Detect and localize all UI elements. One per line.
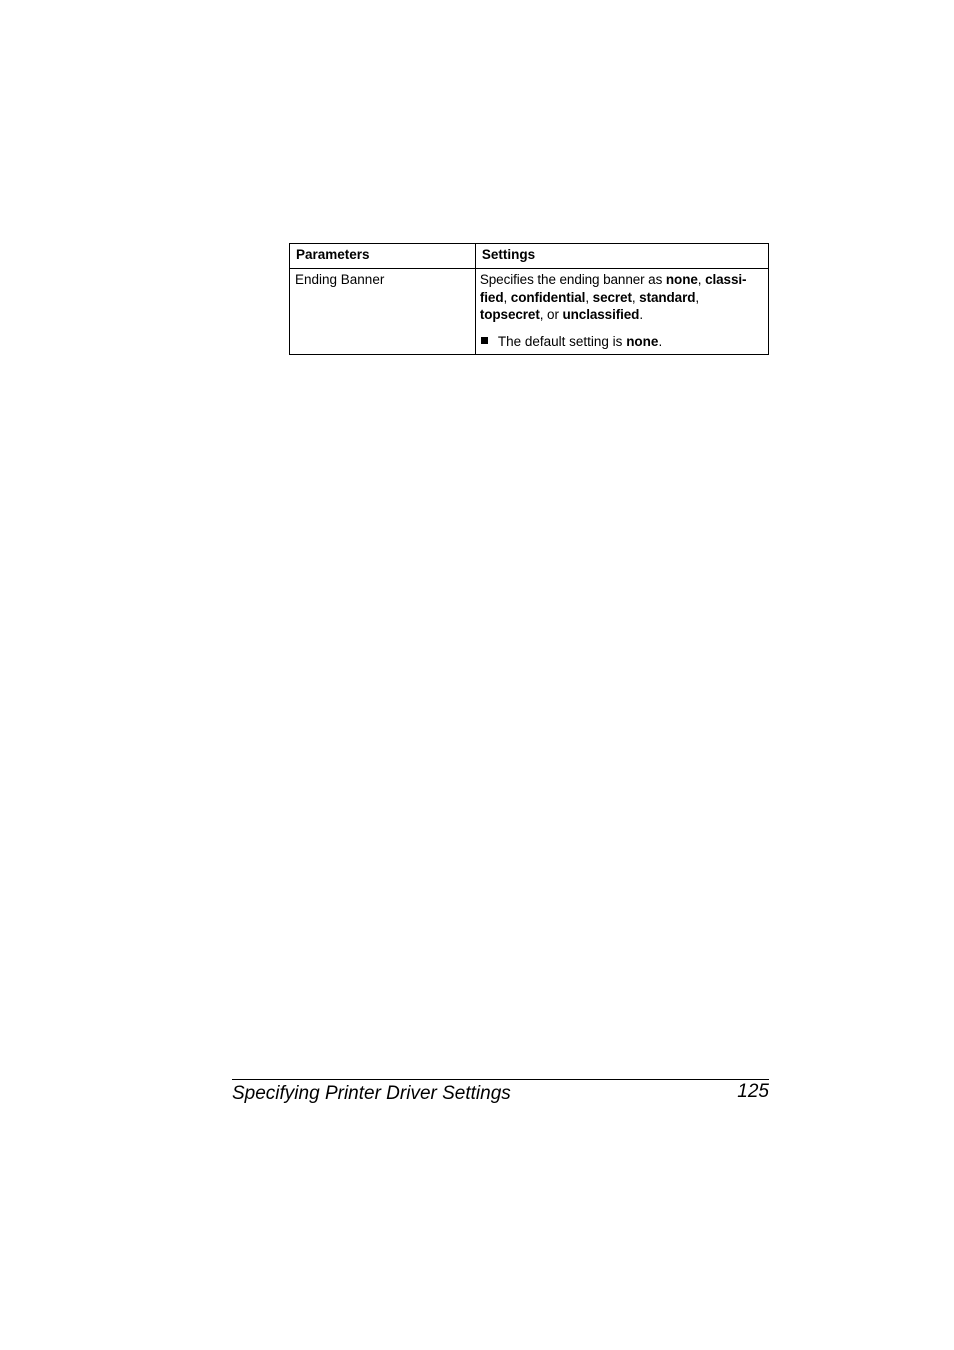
separator: , or: [539, 307, 563, 322]
option-classified: classi-fied: [479, 272, 747, 305]
separator: ,: [697, 272, 706, 287]
settings-cell: [475, 269, 768, 355]
option-secret: secret: [592, 289, 632, 305]
separator: ,: [631, 289, 640, 305]
option-standard: standard: [639, 289, 696, 305]
option-topsecret: topsecret: [479, 307, 540, 322]
table-row: [290, 269, 769, 355]
separator: ,: [695, 289, 700, 305]
description-end: .: [639, 307, 643, 322]
description-intro: Specifies the ending banner as: [479, 272, 666, 287]
default-value: none: [626, 333, 659, 349]
default-setting-note: [480, 333, 766, 351]
option-confidential: confidential: [510, 289, 586, 305]
footer-title: Specifying Printer Driver Settings: [232, 1083, 511, 1104]
parameter-name: Ending Banner: [290, 269, 476, 355]
option-none: none: [665, 272, 698, 287]
default-note-prefix: The default setting is: [497, 333, 627, 349]
option-unclassified: unclassified: [562, 307, 640, 322]
table-header-row: [290, 244, 769, 269]
parameters-table: [289, 243, 769, 355]
page-number: 125: [737, 1081, 769, 1102]
settings-description: [480, 271, 766, 324]
default-note-text: [498, 333, 662, 351]
footer-divider: [232, 1079, 769, 1080]
header-settings: Settings: [475, 244, 768, 269]
header-parameters: Parameters: [290, 244, 476, 269]
square-bullet-icon: [481, 337, 488, 344]
separator: ,: [585, 289, 593, 305]
default-note-suffix: .: [658, 333, 663, 349]
separator: ,: [503, 289, 511, 305]
